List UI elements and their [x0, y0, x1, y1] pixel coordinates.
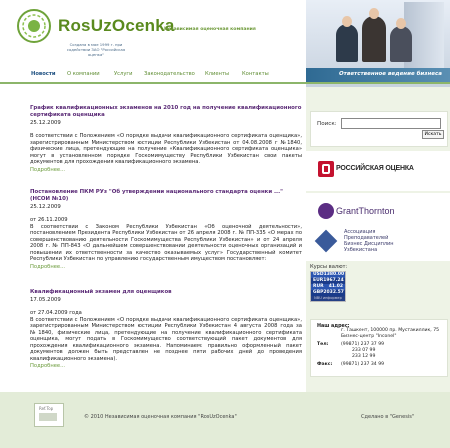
footer-copyright: © 2010 Независимая оценочная компания "RosUzOcenka" — [84, 414, 237, 420]
fax-label: Факс: — [317, 362, 333, 367]
rate-row: USD 1380.00 — [313, 272, 345, 277]
rate-row: GBP 2032.57 — [313, 290, 344, 295]
footer — [0, 392, 450, 448]
brand-tagline: Независимая оценочная компания — [164, 27, 256, 32]
news-title[interactable]: Постановление ПКМ РУз "Об утверждении национального стандарта оценки ..." (НСОИ №10) — [30, 189, 283, 202]
rates-title: Курсы валют: — [310, 264, 348, 270]
phone-label: Тел: — [317, 342, 329, 347]
nav-about[interactable]: О компании — [67, 71, 100, 77]
news-text: от 26.11.2009 В соответствии с Законом Республики Узбекистан «Об оценочной деятельности», постановлением Президента Республики Узбекистан от 26 апреля 2008 г. № ПП-335 «О мерах по совершенствованию деятельности Госкомимущества Республики Узбекистан» и от 24 апреля 2008 г. № ПП-843 «О дальнейшем совершенствовании деятельности оценочных организаций и повышении их ответственности за качество оказываемых услуг» Государственный комитет Республики Узбекистан по управлению государственным имуществом постановляет: — [30, 217, 302, 262]
contact-box — [310, 319, 448, 377]
address-text: г. Ташкент, 100000 пр. Мустакиллик, 75 Бизнес-центр "Inconel" — [341, 328, 440, 339]
phone-number: 233 12 99 — [352, 354, 376, 359]
news-date: 25.12.2009 — [30, 204, 61, 210]
rates-source: NBU информер — [311, 296, 345, 301]
nav-clients[interactable]: Клиенты — [205, 71, 230, 77]
rate-row: EUR 1967.24 — [313, 278, 344, 283]
phone-number: 233 07 99 — [352, 348, 376, 353]
slogan-text: Ответственное ведение бизнеса — [338, 71, 442, 77]
main-nav — [0, 68, 306, 82]
partner-label: Ассоциация Преподавателей Бизнес Дисциплин Узбекистана — [344, 229, 394, 253]
phone-line — [317, 342, 385, 347]
fax-number: (99871) 237 34 99 — [341, 362, 385, 367]
sidebar — [306, 87, 450, 392]
partner-label: РОССИЙСКАЯ ОЦЕНКА — [336, 165, 414, 172]
news-item — [30, 189, 302, 270]
counter-label: Ref.Top — [39, 406, 54, 411]
search-label: Поиск: — [317, 121, 337, 127]
partner-rosocenka[interactable] — [306, 151, 450, 191]
nav-services[interactable]: Услуги — [114, 71, 133, 77]
news-date: 17.05.2009 — [30, 297, 61, 303]
nav-contacts[interactable]: Контакты — [242, 71, 269, 77]
nav-legislation[interactable]: Законодательство — [144, 71, 195, 77]
search-box — [310, 111, 448, 147]
address-title: Наш адрес: — [317, 324, 350, 329]
news-more-link[interactable]: Подробнее... — [30, 263, 66, 270]
news-item — [30, 289, 302, 369]
slogan-band — [306, 68, 450, 82]
nav-news[interactable]: Новости — [31, 71, 56, 77]
search-button[interactable]: Искать — [422, 130, 444, 139]
news-text: В соответствии с Положением «О порядке выдачи квалификационного сертификата оценщика», зарегистрированным Министерством юстиции Республики Узбекистан от 04.08.2008 г №1840, физические лица, претендующие на получение «Квалификационного сертификата оценщика» могут в установленном порядке Госкомимуществу Республики Узбекистан свои пакеты документов для прохождения квалификационного экзамена. — [30, 133, 302, 165]
nav-divider — [0, 82, 450, 84]
news-date: 25.12.2009 — [30, 120, 61, 126]
brand-subline: Создана в мае 1999 г. при содействии ЗАО "Российская оценка" — [66, 42, 126, 57]
fax-line — [317, 362, 385, 367]
partner-label: GrantThornton — [336, 206, 395, 216]
news-title[interactable]: Квалификационный экзамен для оценщиков — [30, 289, 172, 295]
rate-row: RUR 41.02 — [313, 284, 343, 289]
currency-rates-widget[interactable] — [310, 271, 346, 302]
partner-association[interactable] — [306, 227, 450, 261]
phone-number: (99871) 237 37 99 — [341, 342, 385, 347]
rosocenka-logo-icon — [318, 161, 334, 177]
footer-made-by[interactable]: Сделано в "Genesis" — [361, 414, 415, 420]
news-more-link[interactable]: Подробнее... — [30, 166, 66, 173]
company-logo-icon[interactable] — [16, 8, 52, 44]
grant-thornton-logo-icon — [318, 203, 334, 219]
brand-name[interactable]: RosUzOcenka — [58, 16, 175, 35]
news-text: от 27.04.2009 года В соответствии с Положением «О порядке выдачи квалификационного сертификата оценщика», зарегистрированным Министерством юстиции Республики Узбекистан 4 августа 2008 года за №1840, физические лица, претендующие на получение квалификационного сертификата оценщика, могут подать в Госкомимущество соответствующий пакет документов для прохождения квалификационного экзамена. Напоминаем: правильно оформленный пакет документов должен быть представлен не позднее пяти рабочих дней до проведения квалификационного экзамена). — [30, 310, 302, 362]
association-logo-icon — [315, 230, 338, 253]
counter-badge[interactable] — [34, 403, 64, 427]
news-more-link[interactable]: Подробнее... — [30, 363, 66, 369]
news-title[interactable]: График квалификационных экзаменов на 2010 год на получение квалификационного сертификата оценщика — [30, 105, 302, 118]
news-item — [30, 105, 302, 173]
search-input[interactable] — [341, 118, 441, 129]
